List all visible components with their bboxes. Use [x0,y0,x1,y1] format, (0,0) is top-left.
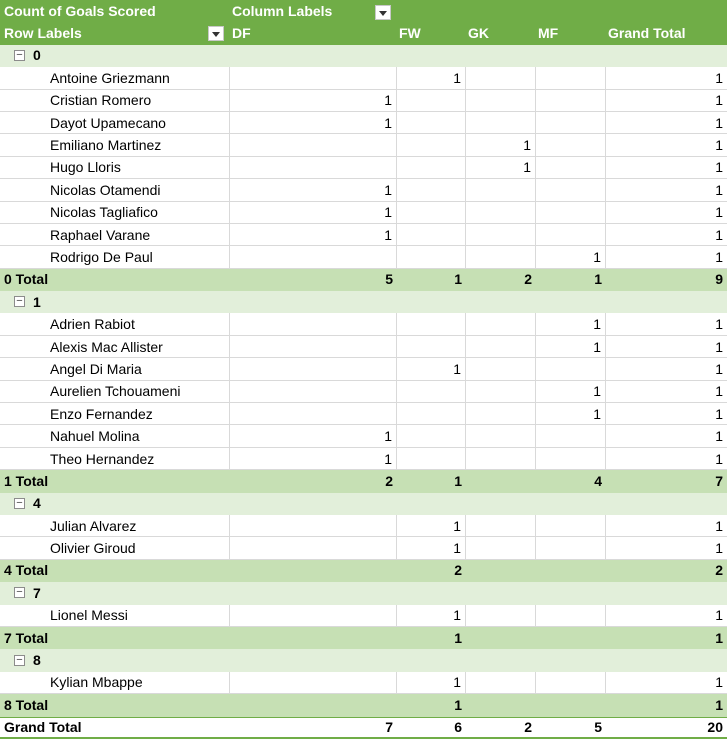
column-labels-header[interactable]: Column Labels [232,2,333,19]
subtotal-cell-gk[interactable] [466,694,536,715]
subtotal-cell-fw[interactable]: 1 [454,696,462,713]
value-cell-mf[interactable] [536,605,606,626]
collapse-toggle-icon[interactable]: − [14,498,25,509]
value-cell-grand-total[interactable]: 1 [715,674,723,691]
grand-total-cell-fw[interactable]: 6 [454,719,462,736]
value-cell-grand-total[interactable]: 1 [715,428,723,445]
value-cell-df[interactable]: 1 [230,112,397,133]
value-cell-df[interactable] [230,605,397,626]
value-cell-df[interactable] [230,313,397,334]
subtotal-cell-gk[interactable] [466,470,536,491]
table-row [0,358,727,380]
grand-total-cell-grand-total[interactable]: 20 [707,719,723,736]
player-name-cell[interactable]: Dayot Upamecano [0,112,230,133]
subtotal-cell-mf[interactable]: 1 [594,271,602,288]
value-cell-df[interactable] [230,381,397,402]
player-name-cell[interactable]: Hugo Lloris [0,157,230,178]
value-cell-fw[interactable] [397,179,466,200]
value-cell-gk[interactable] [466,358,536,379]
group-row [0,582,727,604]
value-cell-mf[interactable] [536,448,606,469]
group-label: 4 [33,495,41,512]
table-row [0,112,727,134]
player-name-cell[interactable]: Raphael Varane [0,224,230,245]
subtotal-cell-grand-total[interactable]: 7 [715,472,723,489]
value-cell-df[interactable]: 1 [230,202,397,223]
value-cell-fw[interactable] [397,246,466,267]
subtotal-row [0,627,727,649]
player-name-cell[interactable]: Olivier Giroud [0,537,230,558]
value-cell-grand-total[interactable]: 1 [715,159,723,176]
player-name-cell[interactable]: Enzo Fernandez [0,403,230,424]
subtotal-cell-grand-total[interactable]: 1 [715,629,723,646]
group-row [0,493,727,515]
grand-total-row [0,717,727,739]
grand-total-cell-df[interactable]: 7 [385,719,393,736]
table-row [0,67,727,89]
table-row [0,425,727,447]
subtotal-cell-mf[interactable] [536,694,606,715]
value-cell-gk[interactable] [466,313,536,334]
value-cell-grand-total[interactable]: 1 [715,450,723,467]
value-cell-df[interactable] [230,134,397,155]
value-cell-grand-total[interactable]: 1 [715,316,723,333]
table-row [0,672,727,694]
value-cell-mf[interactable] [536,179,606,200]
table-row [0,336,727,358]
value-cell-grand-total[interactable]: 1 [715,69,723,86]
player-name-cell[interactable]: Nicolas Otamendi [0,179,230,200]
value-cell-fw[interactable]: 1 [397,605,466,626]
value-cell-grand-total[interactable]: 1 [715,338,723,355]
column-header-grand-total[interactable]: Grand Total [608,25,686,42]
column-header-mf[interactable]: MF [538,25,559,42]
value-cell-df[interactable] [230,515,397,536]
value-cell-mf[interactable] [536,134,606,155]
table-row [0,381,727,403]
value-cell-mf[interactable] [536,157,606,178]
value-cell-mf[interactable] [536,67,606,88]
collapse-toggle-icon[interactable]: − [14,50,25,61]
player-name-cell[interactable]: Emiliano Martinez [0,134,230,155]
value-cell-fw[interactable] [397,336,466,357]
group-label: 8 [33,652,41,669]
player-name-cell[interactable]: Adrien Rabiot [0,313,230,334]
subtotal-row [0,470,727,492]
subtotal-cell-df[interactable] [230,694,397,715]
value-cell-df[interactable] [230,672,397,693]
value-cell-fw[interactable] [397,112,466,133]
player-name-cell[interactable]: Rodrigo De Paul [0,246,230,267]
row-filter-dropdown-button[interactable] [208,26,224,41]
table-row [0,605,727,627]
value-cell-grand-total[interactable]: 1 [715,383,723,400]
value-cell-df[interactable]: 1 [230,224,397,245]
column-filter-dropdown-button[interactable] [375,5,391,20]
value-cell-gk[interactable] [466,515,536,536]
table-row [0,448,727,470]
value-cell-mf[interactable] [536,515,606,536]
table-row [0,515,727,537]
collapse-toggle-icon[interactable]: − [14,587,25,598]
value-cell-mf[interactable] [536,90,606,111]
row-labels-header[interactable]: Row Labels [0,22,230,43]
subtotal-cell-gk[interactable] [466,627,536,648]
value-cell-gk[interactable] [466,605,536,626]
value-cell-gk[interactable] [466,202,536,223]
column-header-fw[interactable]: FW [399,25,421,42]
collapse-toggle-icon[interactable]: − [14,655,25,666]
value-cell-df[interactable]: 1 [230,90,397,111]
subtotal-row [0,269,727,291]
value-cell-gk[interactable] [466,336,536,357]
subtotal-cell-mf[interactable] [536,560,606,581]
value-cell-gk[interactable] [466,448,536,469]
group-row [0,45,727,67]
value-cell-df[interactable] [230,336,397,357]
subtotal-row [0,694,727,716]
subtotal-cell-fw[interactable]: 2 [454,562,462,579]
value-cell-df[interactable] [230,358,397,379]
table-row [0,90,727,112]
subtotal-cell-grand-total[interactable]: 1 [715,696,723,713]
value-cell-fw[interactable] [397,313,466,334]
group-label: 1 [33,293,41,310]
value-cell-gk[interactable] [466,90,536,111]
value-cell-mf[interactable] [536,224,606,245]
group-label-cell[interactable] [0,582,230,603]
pivot-header-row-1 [0,0,727,22]
group-label: 7 [33,584,41,601]
value-cell-df[interactable]: 1 [230,179,397,200]
value-cell-gk[interactable] [466,537,536,558]
player-name-cell[interactable]: Alexis Mac Allister [0,336,230,357]
value-cell-grand-total[interactable]: 1 [715,517,723,534]
table-row [0,246,727,268]
value-cell-df[interactable] [230,246,397,267]
subtotal-cell-df[interactable] [230,627,397,648]
player-name-cell[interactable]: Angel Di Maria [0,358,230,379]
value-field-label[interactable]: Count of Goals Scored [4,2,156,19]
subtotal-cell-df[interactable]: 2 [385,472,393,489]
value-cell-grand-total[interactable]: 1 [715,204,723,221]
player-name-cell[interactable]: Nahuel Molina [0,425,230,446]
table-row [0,157,727,179]
table-row [0,179,727,201]
subtotal-cell-grand-total[interactable]: 2 [715,562,723,579]
value-cell-gk[interactable] [466,403,536,424]
subtotal-cell-gk[interactable] [466,560,536,581]
value-cell-gk[interactable] [466,224,536,245]
value-cell-mf[interactable]: 1 [536,246,606,267]
value-cell-mf[interactable] [536,672,606,693]
group-label-cell[interactable] [0,493,230,514]
subtotal-cell-fw[interactable]: 1 [454,271,462,288]
player-name-cell[interactable]: Antoine Griezmann [0,67,230,88]
value-cell-fw[interactable] [397,134,466,155]
value-cell-gk[interactable] [466,112,536,133]
value-cell-grand-total[interactable]: 1 [715,92,723,109]
subtotal-cell-grand-total[interactable]: 9 [715,271,723,288]
value-cell-mf[interactable] [536,112,606,133]
value-cell-fw[interactable]: 1 [397,515,466,536]
grand-total-cell-gk[interactable]: 2 [524,719,532,736]
value-cell-fw[interactable] [397,403,466,424]
value-cell-gk[interactable] [466,67,536,88]
value-cell-mf[interactable] [536,537,606,558]
table-row [0,224,727,246]
value-cell-fw[interactable]: 1 [397,358,466,379]
table-row [0,202,727,224]
table-row [0,134,727,156]
grand-total-label[interactable]: Grand Total [4,719,82,736]
value-cell-df[interactable]: 1 [230,448,397,469]
value-cell-gk[interactable] [466,179,536,200]
value-cell-df[interactable] [230,403,397,424]
group-label-cell[interactable] [0,649,230,670]
value-cell-grand-total[interactable]: 1 [715,181,723,198]
player-name-cell[interactable]: Kylian Mbappe [0,672,230,693]
value-cell-mf[interactable]: 1 [536,336,606,357]
subtotal-cell-mf[interactable]: 4 [594,472,602,489]
group-label: 0 [33,47,41,64]
subtotal-cell-df[interactable]: 5 [385,271,393,288]
table-row [0,537,727,559]
column-header-df[interactable]: DF [232,25,251,42]
value-cell-grand-total[interactable]: 1 [715,540,723,557]
subtotal-label[interactable]: 0 Total [4,271,49,288]
pivot-header-row-2 [0,22,727,44]
subtotal-cell-df[interactable] [230,560,397,581]
value-cell-grand-total[interactable]: 1 [715,248,723,265]
group-label-cell[interactable] [0,45,230,66]
player-name-cell[interactable]: Nicolas Tagliafico [0,202,230,223]
group-label-cell[interactable] [0,291,230,312]
player-name-cell[interactable]: Theo Hernandez [0,448,230,469]
subtotal-cell-fw[interactable]: 1 [454,472,462,489]
value-cell-grand-total[interactable]: 1 [715,114,723,131]
value-cell-df[interactable] [230,537,397,558]
value-cell-mf[interactable] [536,425,606,446]
value-cell-mf[interactable]: 1 [536,403,606,424]
subtotal-cell-fw[interactable]: 1 [454,629,462,646]
group-row [0,649,727,671]
collapse-toggle-icon[interactable]: − [14,296,25,307]
subtotal-label[interactable]: 7 Total [4,629,49,646]
subtotal-cell-gk[interactable]: 2 [524,271,532,288]
value-cell-gk[interactable]: 1 [466,157,536,178]
value-cell-grand-total[interactable]: 1 [715,360,723,377]
value-cell-df[interactable]: 1 [230,425,397,446]
subtotal-label[interactable]: 1 Total [4,472,49,489]
column-header-gk[interactable]: GK [468,25,489,42]
table-row [0,313,727,335]
subtotal-label[interactable]: 4 Total [4,562,49,579]
value-cell-fw[interactable]: 1 [397,672,466,693]
value-cell-gk[interactable] [466,381,536,402]
table-row [0,403,727,425]
filter-dropdown-icon [211,30,221,38]
player-name-cell[interactable]: Cristian Romero [0,90,230,111]
value-cell-gk[interactable]: 1 [466,134,536,155]
value-cell-grand-total[interactable]: 1 [715,226,723,243]
value-cell-gk[interactable] [466,246,536,267]
player-name-cell[interactable]: Lionel Messi [0,605,230,626]
value-cell-mf[interactable]: 1 [536,381,606,402]
value-cell-fw[interactable] [397,224,466,245]
value-cell-mf[interactable]: 1 [536,313,606,334]
subtotal-label[interactable]: 8 Total [4,696,49,713]
value-cell-fw[interactable] [397,90,466,111]
value-cell-mf[interactable] [536,202,606,223]
group-row [0,291,727,313]
player-name-cell[interactable]: Aurelien Tchouameni [0,381,230,402]
value-cell-fw[interactable]: 1 [397,537,466,558]
value-cell-fw[interactable]: 1 [397,67,466,88]
value-cell-mf[interactable] [536,358,606,379]
value-cell-grand-total[interactable]: 1 [715,607,723,624]
grand-total-cell-mf[interactable]: 5 [594,719,602,736]
player-name-cell[interactable]: Julian Alvarez [0,515,230,536]
value-cell-fw[interactable] [397,202,466,223]
value-cell-gk[interactable] [466,672,536,693]
value-cell-grand-total[interactable]: 1 [715,137,723,154]
value-cell-fw[interactable] [397,448,466,469]
value-cell-df[interactable] [230,157,397,178]
value-cell-fw[interactable] [397,157,466,178]
value-cell-fw[interactable] [397,425,466,446]
value-cell-df[interactable] [230,67,397,88]
subtotal-cell-mf[interactable] [536,627,606,648]
value-cell-fw[interactable] [397,381,466,402]
value-cell-gk[interactable] [466,425,536,446]
pivot-body [0,45,727,739]
filter-dropdown-icon [378,9,388,17]
value-cell-grand-total[interactable]: 1 [715,405,723,422]
subtotal-row [0,560,727,582]
